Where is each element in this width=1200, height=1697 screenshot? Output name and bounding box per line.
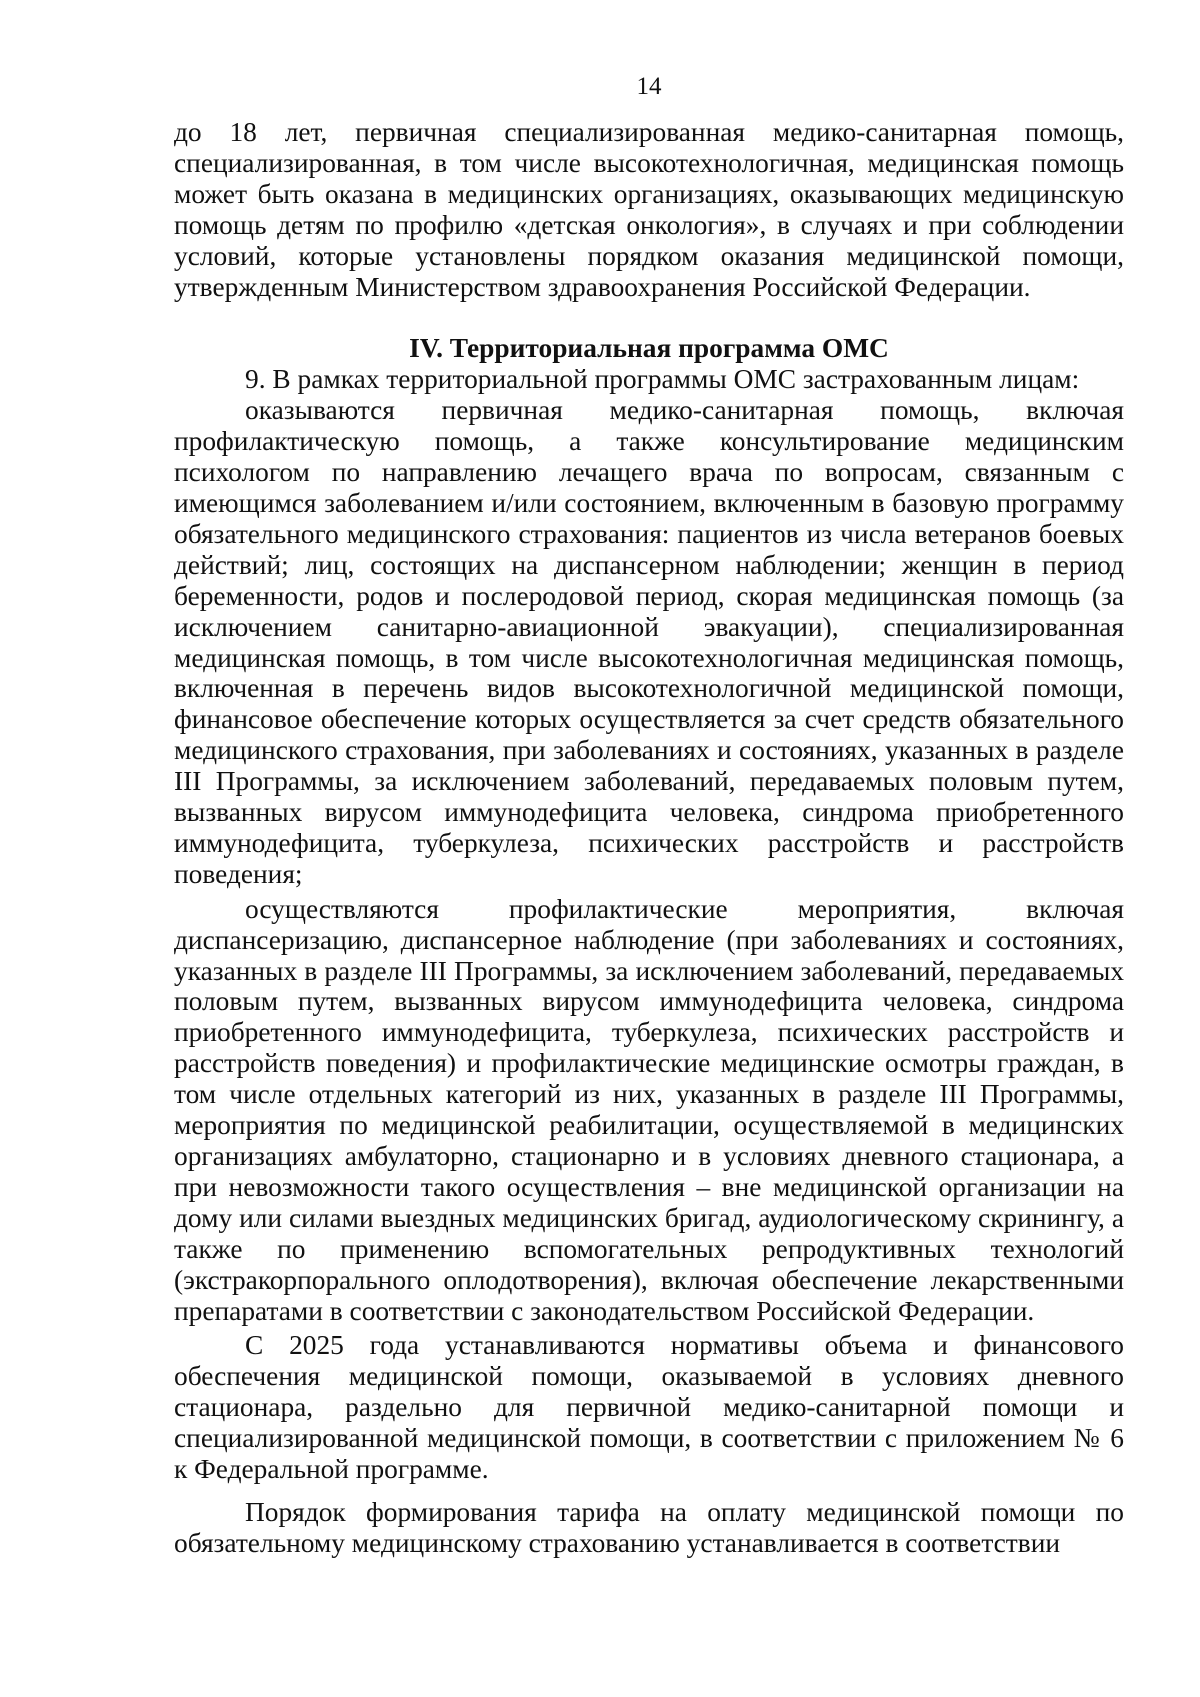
section-heading: IV. Территориальная программа ОМС <box>409 333 889 364</box>
paragraph-continuation: до 18 лет, первичная специализированная медико-санитарная помощь, специализированная, в том числе высокотехнологичная, медицинская помощь может быть оказана в медицинских организациях, оказывающих медицинскую помощь детям по профилю «детская онкология», в случаях и при соблюдении условий, которые установлены порядком оказания медицинской помощи, утвержденным Министерством здравоохранения Российской Федерации. <box>174 117 1124 302</box>
paragraph-preventive-measures: осуществляются профилактические мероприятия, включая диспансеризацию, диспансерное наблюдение (при заболеваниях и состояниях, указанных в разделе III Программы, за исключением заболеваний, передаваемых половым путем, вызванных вирусом иммунодефицита человека, синдрома приобретенного иммунодефицита, туберкулеза, психических расстройств и расстройств поведения) и профилактические медицинские осмотры граждан, в том числе отдельных категорий из них, указанных в разделе III Программы, мероприятия по медицинской реабилитации, осуществляемой в медицинских организациях амбулаторно, стационарно и в условиях дневного стационара, а при невозможности такого осуществления – вне медицинской организации на дому или силами выездных медицинских бригад, аудиологическому скринингу, а также по применению вспомогательных репродуктивных технологий (экстракорпорального оплодотворения), включая обеспечение лекарственными препаратами в соответствии с законодательством Российской Федерации. <box>174 893 1124 1326</box>
paragraph-2025-norms: С 2025 года устанавливаются нормативы объема и финансового обеспечения медицинской помощи, оказываемой в условиях дневного стационара, раздельно для первичной медико-санитарной помощи и специализированной медицинской помощи, в соответствии с приложением № 6 к Федеральной программе. <box>174 1330 1124 1485</box>
paragraph-item-9-intro: 9. В рамках территориальной программы ОМС застрахованным лицам: <box>245 364 1080 395</box>
page-number: 14 <box>636 73 662 100</box>
paragraph-tariff: Порядок формирования тарифа на оплату медицинской помощи по обязательному медицинскому страхованию устанавливается в соответствии <box>174 1496 1124 1558</box>
paragraph-provided-services: оказываются первичная медико-санитарная помощь, включая профилактическую помощь, а также консультирование медицинским психологом по направлению лечащего врача по вопросам, связанным с имеющимся заболеванием и/или состоянием, включенным в базовую программу обязательного медицинского страхования: пациентов из числа ветеранов боевых действий; лиц, состоящих на диспансерном наблюдении; женщин в период беременности, родов и послеродовой период, скорая медицинская помощь (за исключением санитарно-авиационной эвакуации), специализированная медицинская помощь, в том числе высокотехнологичная медицинская помощь, включенная в перечень видов высокотехнологичной медицинской помощи, финансовое обеспечение которых осуществляется за счет средств обязательного медицинского страхования, при заболеваниях и состояниях, указанных в разделе III Программы, за исключением заболеваний, передаваемых половым путем, вызванных вирусом иммунодефицита человека, синдрома приобретенного иммунодефицита, туберкулеза, психических расстройств и расстройств поведения; <box>174 395 1124 889</box>
document-body <box>174 117 1124 1559</box>
